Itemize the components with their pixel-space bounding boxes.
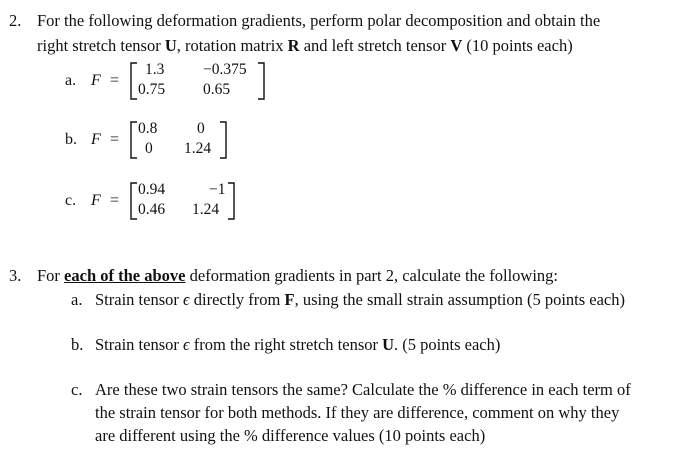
q2-number: 2. <box>9 11 22 30</box>
u-symbol: U <box>382 335 395 354</box>
q3a-label: a. <box>71 290 83 309</box>
part-c-label: c. <box>65 192 77 209</box>
part-a-equals: = <box>110 72 120 89</box>
part-b-var: F <box>91 131 101 148</box>
v-symbol: V <box>450 36 463 55</box>
part-a-label: a. <box>65 72 77 89</box>
matrix-a-m12: −0.375 <box>203 61 247 78</box>
matrix-a-m22: 0.65 <box>203 81 231 98</box>
part-c-var: F <box>91 192 101 209</box>
right-bracket-a <box>255 61 267 101</box>
q3c-line1: Are these two strain tensors the same? Calculate the % difference in each term of <box>95 380 631 399</box>
q3-number: 3. <box>9 266 22 285</box>
emphasis-each-of-the-above: each of the above <box>64 266 186 285</box>
matrix-b-m21: 0 <box>145 140 153 157</box>
part-c-equals: = <box>110 192 120 209</box>
q3c-line3: are different using the % difference values (10 points each) <box>95 426 486 445</box>
q3-intro: For each of the above deformation gradients in part 2, calculate the following: <box>37 266 559 285</box>
matrix-b-m22: 1.24 <box>184 140 212 157</box>
matrix-b-m12: 0 <box>197 120 205 137</box>
q2-line2: right stretch tensor U, rotation matrix R and left stretch tensor V (10 points each) <box>37 36 573 55</box>
matrix-c-m22: 1.24 <box>192 201 220 218</box>
q2-line1: For the following deformation gradients, perform polar decomposition and obtain the <box>37 11 601 30</box>
part-b-equals: = <box>110 131 120 148</box>
matrix-a-m11: 1.3 <box>145 61 165 78</box>
q3c-label: c. <box>71 380 83 399</box>
u-symbol: U <box>164 36 177 55</box>
matrix-c-m11: 0.94 <box>138 181 166 198</box>
q3b-label: b. <box>71 335 84 354</box>
matrix-c-m21: 0.46 <box>138 201 166 218</box>
part-b-label: b. <box>65 131 77 148</box>
q3b-text: Strain tensor ϵ from the right stretch tensor U. (5 points each) <box>95 335 501 354</box>
q3a-text: Strain tensor ϵ directly from F, using the small strain assumption (5 points each) <box>95 290 626 309</box>
q3c-line2: the strain tensor for both methods. If they are difference, comment on why they <box>95 403 620 422</box>
matrix-c-m12: −1 <box>209 181 226 198</box>
matrix-a-m21: 0.75 <box>138 81 166 98</box>
matrix-b-m11: 0.8 <box>138 120 158 137</box>
epsilon-symbol: ϵ <box>183 290 190 309</box>
right-bracket-c <box>225 181 237 221</box>
right-bracket-b <box>217 120 229 160</box>
f-symbol: F <box>284 290 295 309</box>
epsilon-symbol: ϵ <box>183 335 190 354</box>
r-symbol: R <box>287 36 300 55</box>
part-a-var: F <box>91 72 101 89</box>
